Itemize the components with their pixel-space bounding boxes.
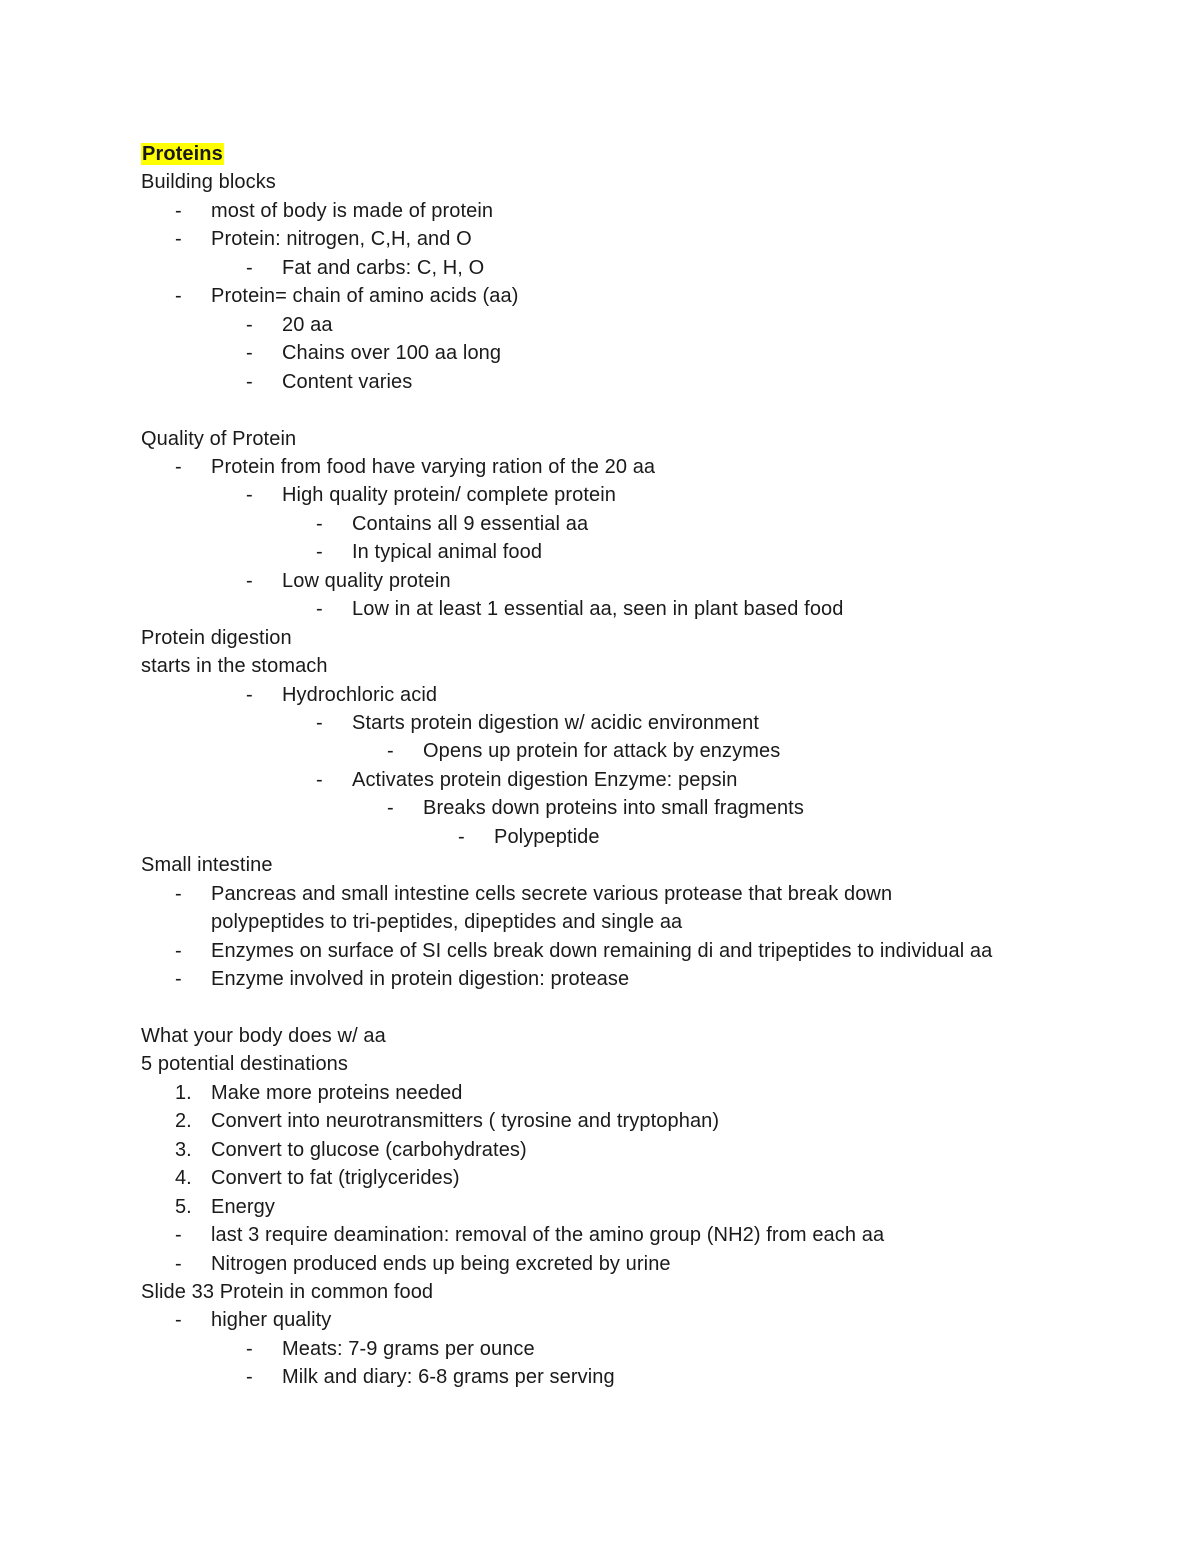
bullet-dash: -	[316, 541, 323, 564]
list-item: In typical animal food	[352, 541, 543, 564]
list-item: Polypeptide	[494, 825, 600, 848]
list-item: Nitrogen produced ends up being excreted by urine	[211, 1252, 671, 1275]
list-number: 1.	[175, 1081, 192, 1104]
list-item: higher quality	[211, 1309, 332, 1332]
paragraph-line: Small intestine	[141, 854, 273, 877]
list-item: Milk and diary: 6-8 grams per serving	[282, 1366, 615, 1389]
list-item: Energy	[211, 1195, 275, 1218]
paragraph-line: Building blocks	[141, 171, 276, 194]
list-item: Pancreas and small intestine cells secrete various protease that break down	[211, 882, 893, 905]
list-item: Protein from food have varying ration of the 20 aa	[211, 455, 656, 478]
list-item: Hydrochloric acid	[282, 683, 438, 706]
list-item: Convert into neurotransmitters ( tyrosine and tryptophan)	[211, 1110, 720, 1133]
list-item: Fat and carbs: C, H, O	[282, 256, 485, 279]
list-number: 2.	[175, 1110, 192, 1133]
list-item: Convert to fat (triglycerides)	[211, 1167, 460, 1190]
bullet-dash: -	[246, 484, 253, 507]
list-item: Enzyme involved in protein digestion: protease	[211, 968, 630, 991]
bullet-dash: -	[175, 228, 182, 251]
bullet-dash: -	[175, 1224, 182, 1247]
bullet-dash: -	[246, 370, 253, 393]
paragraph-line: starts in the stomach	[141, 655, 328, 678]
list-item: Chains over 100 aa long	[282, 342, 502, 365]
bullet-dash: -	[175, 285, 182, 308]
paragraph-line: 5 potential destinations	[141, 1053, 348, 1076]
list-item: Contains all 9 essential aa	[352, 512, 589, 535]
bullet-dash: -	[316, 598, 323, 621]
bullet-dash: -	[175, 455, 182, 478]
bullet-dash: -	[175, 199, 182, 222]
paragraph-line: Quality of Protein	[141, 427, 297, 450]
list-item: Opens up protein for attack by enzymes	[423, 740, 781, 763]
list-item: Convert to glucose (carbohydrates)	[211, 1138, 527, 1161]
list-number: 4.	[175, 1167, 192, 1190]
list-item: Protein= chain of amino acids (aa)	[211, 285, 519, 308]
paragraph-line: What your body does w/ aa	[141, 1024, 386, 1047]
bullet-dash: -	[316, 712, 323, 734]
bullet-dash: -	[246, 683, 253, 706]
bullet-dash: -	[175, 939, 182, 962]
bullet-dash: -	[458, 825, 465, 848]
list-item: Activates protein digestion Enzyme: pepsin	[352, 768, 738, 791]
bullet-dash: -	[246, 256, 253, 279]
bullet-dash: -	[175, 1252, 182, 1275]
list-item: High quality protein/ complete protein	[282, 484, 616, 507]
list-item: 20 aa	[282, 313, 333, 336]
bullet-dash: -	[246, 342, 253, 365]
bullet-dash: -	[246, 1366, 253, 1389]
list-item: Starts protein digestion w/ acidic environment	[352, 712, 760, 734]
highlighted-title: Proteins	[142, 143, 223, 165]
list-number: 5.	[175, 1195, 192, 1218]
bullet-dash: -	[387, 797, 394, 820]
bullet-dash: -	[246, 569, 253, 592]
list-item: Meats: 7-9 grams per ounce	[282, 1337, 535, 1360]
list-number: 3.	[175, 1138, 192, 1161]
paragraph-line: Slide 33 Protein in common food	[141, 1281, 434, 1303]
bullet-dash: -	[316, 512, 323, 535]
list-item: Protein: nitrogen, C,H, and O	[211, 228, 472, 251]
paragraph-line: Protein digestion	[141, 626, 292, 649]
bullet-dash: -	[175, 1309, 182, 1332]
list-item: Content varies	[282, 370, 413, 393]
bullet-dash: -	[246, 313, 253, 336]
list-item: last 3 require deamination: removal of the amino group (NH2) from each aa	[211, 1224, 885, 1247]
bullet-dash: -	[316, 768, 323, 791]
list-item: Low in at least 1 essential aa, seen in plant based food	[352, 598, 844, 621]
list-item: Breaks down proteins into small fragments	[423, 797, 804, 820]
bullet-dash: -	[246, 1337, 253, 1360]
bullet-dash: -	[175, 968, 182, 991]
list-item: Make more proteins needed	[211, 1081, 463, 1104]
list-item: Enzymes on surface of SI cells break down remaining di and tripeptides to individual aa	[211, 939, 993, 962]
bullet-dash: -	[387, 740, 394, 763]
section-heading	[141, 142, 224, 166]
list-item: most of body is made of protein	[211, 199, 494, 222]
list-item: Low quality protein	[282, 569, 451, 592]
list-item: polypeptides to tri-peptides, dipeptides and single aa	[211, 911, 683, 934]
bullet-dash: -	[175, 882, 182, 905]
